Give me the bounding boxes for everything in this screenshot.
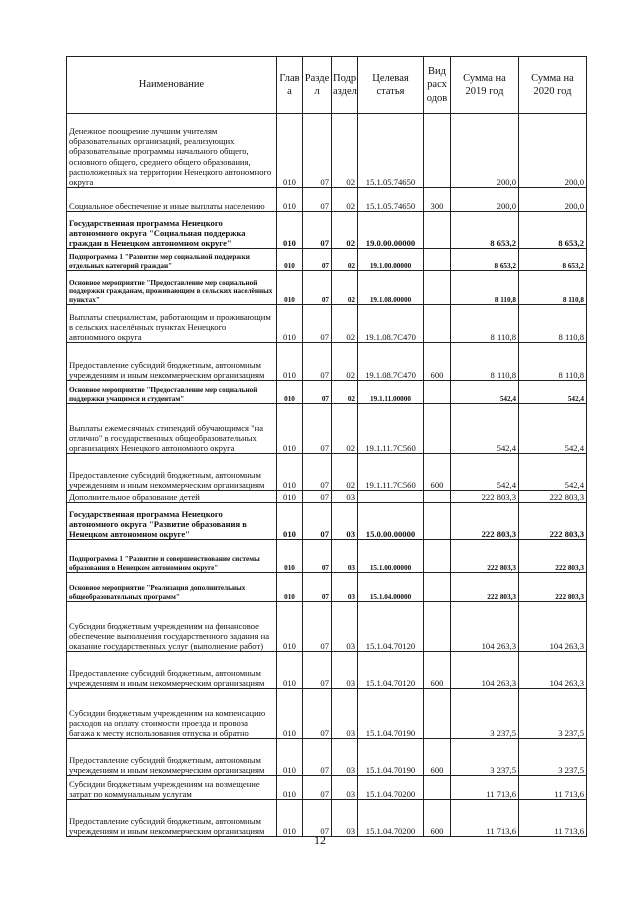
cell-podrazdel: 03 (332, 739, 358, 776)
cell-podrazdel: 02 (332, 114, 358, 188)
cell-razdel: 07 (303, 212, 332, 249)
cell-sum2019: 8 653,2 (451, 212, 519, 249)
header-celevaya: Целевая статья (358, 57, 424, 114)
cell-name: Денежное поощрение лучшим учителям образовательных организаций, реализующих образовательные программы начального общего, основного общего, среднего общего образования, расположенных на территории Ненецкого автономного округа (67, 114, 277, 188)
cell-sum2020: 542,4 (519, 454, 587, 491)
cell-razdel: 07 (303, 776, 332, 800)
cell-glav: 010 (277, 689, 303, 739)
cell-celevaya: 15.1.04.70200 (358, 800, 424, 837)
cell-sum2019: 542,4 (451, 454, 519, 491)
cell-sum2020: 3 237,5 (519, 689, 587, 739)
cell-podrazdel: 03 (332, 800, 358, 837)
cell-sum2019: 104 263,3 (451, 602, 519, 652)
table-row (67, 739, 587, 776)
cell-podrazdel: 02 (332, 454, 358, 491)
cell-razdel: 07 (303, 271, 332, 305)
cell-sum2019: 542,4 (451, 381, 519, 404)
cell-podrazdel: 03 (332, 503, 358, 540)
table-row (67, 689, 587, 739)
cell-celevaya: 15.1.04.70120 (358, 652, 424, 689)
cell-sum2019: 3 237,5 (451, 689, 519, 739)
cell-sum2020: 104 263,3 (519, 602, 587, 652)
cell-vid: 300 (424, 188, 451, 212)
cell-podrazdel: 03 (332, 776, 358, 800)
header-name: Наименование (67, 57, 277, 114)
cell-name: Предоставление субсидий бюджетным, автономным учреждениям и иным некоммерческим организациям (67, 343, 277, 381)
cell-razdel: 07 (303, 652, 332, 689)
cell-razdel: 07 (303, 404, 332, 454)
cell-glav: 010 (277, 212, 303, 249)
cell-glav: 010 (277, 602, 303, 652)
cell-sum2020: 200,0 (519, 114, 587, 188)
cell-podrazdel: 02 (332, 271, 358, 305)
cell-glav: 010 (277, 305, 303, 343)
cell-razdel: 07 (303, 503, 332, 540)
cell-podrazdel: 02 (332, 249, 358, 271)
cell-vid (424, 381, 451, 404)
cell-razdel: 07 (303, 739, 332, 776)
cell-sum2020: 8 110,8 (519, 305, 587, 343)
table-row (67, 454, 587, 491)
cell-sum2019: 8 110,8 (451, 271, 519, 305)
cell-name: Предоставление субсидий бюджетным, автономным учреждениям и иным некоммерческим организациям (67, 800, 277, 837)
cell-podrazdel: 03 (332, 652, 358, 689)
budget-table (66, 56, 587, 837)
header-glav: Глав а (277, 57, 303, 114)
cell-sum2019: 222 803,3 (451, 491, 519, 503)
table-row (67, 573, 587, 602)
cell-razdel: 07 (303, 454, 332, 491)
header-razdel: Разде л (303, 57, 332, 114)
cell-glav: 010 (277, 776, 303, 800)
page-number: 12 (314, 833, 326, 847)
table-row (67, 602, 587, 652)
cell-sum2019: 3 237,5 (451, 739, 519, 776)
cell-podrazdel: 02 (332, 404, 358, 454)
cell-sum2019: 222 803,3 (451, 503, 519, 540)
cell-vid (424, 271, 451, 305)
table-header-row (67, 57, 587, 114)
cell-name: Дополнительное образование детей (67, 491, 277, 503)
table-row (67, 343, 587, 381)
cell-celevaya: 15.0.00.00000 (358, 503, 424, 540)
header-vid: Вид расх одов (424, 57, 451, 114)
header-podrazdel: Подр аздел (332, 57, 358, 114)
table-row (67, 800, 587, 837)
table-row (67, 491, 587, 503)
cell-vid: 600 (424, 343, 451, 381)
table-row (67, 404, 587, 454)
cell-razdel: 07 (303, 114, 332, 188)
cell-sum2020: 11 713,6 (519, 800, 587, 837)
cell-glav: 010 (277, 343, 303, 381)
cell-celevaya: 19.1.00.00000 (358, 249, 424, 271)
cell-name: Основное мероприятие "Реализация дополнительных общеобразовательных программ" (67, 573, 277, 602)
cell-sum2019: 542,4 (451, 404, 519, 454)
cell-podrazdel: 02 (332, 343, 358, 381)
cell-vid (424, 776, 451, 800)
cell-razdel: 07 (303, 249, 332, 271)
cell-vid: 600 (424, 800, 451, 837)
cell-razdel: 07 (303, 800, 332, 837)
cell-glav: 010 (277, 491, 303, 503)
cell-celevaya: 15.1.04.70120 (358, 602, 424, 652)
cell-glav: 010 (277, 800, 303, 837)
cell-celevaya: 19.1.08.7С470 (358, 305, 424, 343)
cell-name: Социальное обеспечение и иные выплаты населению (67, 188, 277, 212)
cell-name: Основное мероприятие "Предоставление мер социальной поддержки учащимся и студентам" (67, 381, 277, 404)
cell-vid (424, 573, 451, 602)
cell-name: Основное мероприятие "Предоставление мер социальной поддержки гражданам, проживающим в сельских населённых пунктах" (67, 271, 277, 305)
cell-celevaya: 15.1.00.00000 (358, 540, 424, 573)
cell-name: Государственная программа Ненецкого автономного округа "Социальная поддержка граждан в Ненецком автономном округе" (67, 212, 277, 249)
cell-podrazdel: 03 (332, 540, 358, 573)
cell-sum2020: 542,4 (519, 381, 587, 404)
cell-sum2020: 8 110,8 (519, 343, 587, 381)
cell-glav: 010 (277, 404, 303, 454)
cell-glav: 010 (277, 503, 303, 540)
cell-podrazdel: 02 (332, 305, 358, 343)
cell-name: Предоставление субсидий бюджетным, автономным учреждениям и иным некоммерческим организациям (67, 454, 277, 491)
table-row (67, 776, 587, 800)
cell-vid (424, 540, 451, 573)
cell-sum2019: 200,0 (451, 114, 519, 188)
table-row (67, 188, 587, 212)
cell-name: Субсидии бюджетным учреждениям на компенсацию расходов на оплату стоимости проезда и провоза багажа к месту использования отпуска и обратно (67, 689, 277, 739)
cell-sum2020: 222 803,3 (519, 540, 587, 573)
cell-razdel: 07 (303, 491, 332, 503)
cell-glav: 010 (277, 454, 303, 491)
cell-glav: 010 (277, 739, 303, 776)
cell-sum2019: 104 263,3 (451, 652, 519, 689)
cell-name: Предоставление субсидий бюджетным, автономным учреждениям и иным некоммерческим организациям (67, 652, 277, 689)
cell-glav: 010 (277, 381, 303, 404)
cell-name: Субсидии бюджетным учреждениям на возмещение затрат по коммунальным услугам (67, 776, 277, 800)
cell-sum2019: 8 110,8 (451, 305, 519, 343)
cell-name: Подпрограмма 1 "Развитие и совершенствование системы образования в Ненецком автономном округе" (67, 540, 277, 573)
cell-celevaya (358, 491, 424, 503)
cell-vid (424, 491, 451, 503)
cell-podrazdel: 03 (332, 689, 358, 739)
cell-name: Субсидии бюджетным учреждениям на финансовое обеспечение выполнения государственного задания на оказание государственных услуг (выполнение работ) (67, 602, 277, 652)
cell-celevaya: 15.1.04.70190 (358, 739, 424, 776)
cell-sum2020: 8 653,2 (519, 212, 587, 249)
cell-razdel: 07 (303, 188, 332, 212)
cell-sum2020: 11 713,6 (519, 776, 587, 800)
table-row (67, 540, 587, 573)
cell-celevaya: 19.1.11.7С560 (358, 404, 424, 454)
cell-celevaya: 15.1.04.00000 (358, 573, 424, 602)
cell-glav: 010 (277, 540, 303, 573)
header-sum2019: Сумма на 2019 год (451, 57, 519, 114)
cell-vid (424, 404, 451, 454)
cell-glav: 010 (277, 114, 303, 188)
cell-glav: 010 (277, 573, 303, 602)
cell-celevaya: 15.1.05.74650 (358, 114, 424, 188)
cell-podrazdel: 02 (332, 212, 358, 249)
cell-sum2020: 3 237,5 (519, 739, 587, 776)
cell-name: Подпрограмма 1 "Развитие мер социальной поддержки отдельных категорий граждан" (67, 249, 277, 271)
cell-sum2020: 222 803,3 (519, 503, 587, 540)
header-sum2020: Сумма на 2020 год (519, 57, 587, 114)
cell-podrazdel: 02 (332, 381, 358, 404)
cell-name: Выплаты ежемесячных стипендий обучающимся "на отлично" в государственных общеобразовательных организациях Ненецкого автономного округа (67, 404, 277, 454)
cell-razdel: 07 (303, 540, 332, 573)
cell-razdel: 07 (303, 602, 332, 652)
cell-razdel: 07 (303, 343, 332, 381)
cell-sum2019: 222 803,3 (451, 540, 519, 573)
cell-celevaya: 15.1.04.70190 (358, 689, 424, 739)
cell-sum2019: 8 110,8 (451, 343, 519, 381)
cell-celevaya: 19.1.11.00000 (358, 381, 424, 404)
cell-sum2020: 222 803,3 (519, 491, 587, 503)
cell-vid (424, 602, 451, 652)
cell-celevaya: 19.1.11.7С560 (358, 454, 424, 491)
cell-razdel: 07 (303, 689, 332, 739)
cell-sum2019: 11 713,6 (451, 776, 519, 800)
table-row (67, 503, 587, 540)
cell-glav: 010 (277, 271, 303, 305)
table-row (67, 381, 587, 404)
cell-sum2020: 8 653,2 (519, 249, 587, 271)
cell-sum2020: 200,0 (519, 188, 587, 212)
cell-celevaya: 19.1.08.00000 (358, 271, 424, 305)
cell-razdel: 07 (303, 381, 332, 404)
cell-vid (424, 212, 451, 249)
cell-vid (424, 503, 451, 540)
budget-table-container (66, 56, 586, 837)
cell-name: Государственная программа Ненецкого автономного округа "Развитие образования в Ненецком автономном округе" (67, 503, 277, 540)
cell-vid: 600 (424, 454, 451, 491)
table-row (67, 305, 587, 343)
cell-glav: 010 (277, 249, 303, 271)
cell-name: Предоставление субсидий бюджетным, автономным учреждениям и иным некоммерческим организациям (67, 739, 277, 776)
cell-sum2020: 222 803,3 (519, 573, 587, 602)
cell-vid (424, 305, 451, 343)
cell-razdel: 07 (303, 305, 332, 343)
cell-vid (424, 249, 451, 271)
cell-celevaya: 15.1.05.74650 (358, 188, 424, 212)
cell-sum2020: 8 110,8 (519, 271, 587, 305)
cell-celevaya: 19.0.00.00000 (358, 212, 424, 249)
cell-sum2020: 104 263,3 (519, 652, 587, 689)
cell-celevaya: 15.1.04.70200 (358, 776, 424, 800)
cell-razdel: 07 (303, 573, 332, 602)
cell-name: Выплаты специалистам, работающим и проживающим в сельских населённых пунктах Ненецкого автономного округа (67, 305, 277, 343)
cell-glav: 010 (277, 188, 303, 212)
table-row (67, 114, 587, 188)
cell-sum2020: 542,4 (519, 404, 587, 454)
cell-sum2019: 200,0 (451, 188, 519, 212)
cell-podrazdel: 03 (332, 573, 358, 602)
cell-glav: 010 (277, 652, 303, 689)
table-row (67, 212, 587, 249)
cell-vid (424, 114, 451, 188)
cell-celevaya: 19.1.08.7С470 (358, 343, 424, 381)
cell-vid (424, 689, 451, 739)
table-row (67, 249, 587, 271)
cell-sum2019: 11 713,6 (451, 800, 519, 837)
cell-sum2019: 8 653,2 (451, 249, 519, 271)
cell-sum2019: 222 803,3 (451, 573, 519, 602)
table-row (67, 652, 587, 689)
cell-vid: 600 (424, 652, 451, 689)
table-row (67, 271, 587, 305)
cell-podrazdel: 02 (332, 188, 358, 212)
cell-vid: 600 (424, 739, 451, 776)
cell-podrazdel: 03 (332, 602, 358, 652)
cell-podrazdel: 03 (332, 491, 358, 503)
